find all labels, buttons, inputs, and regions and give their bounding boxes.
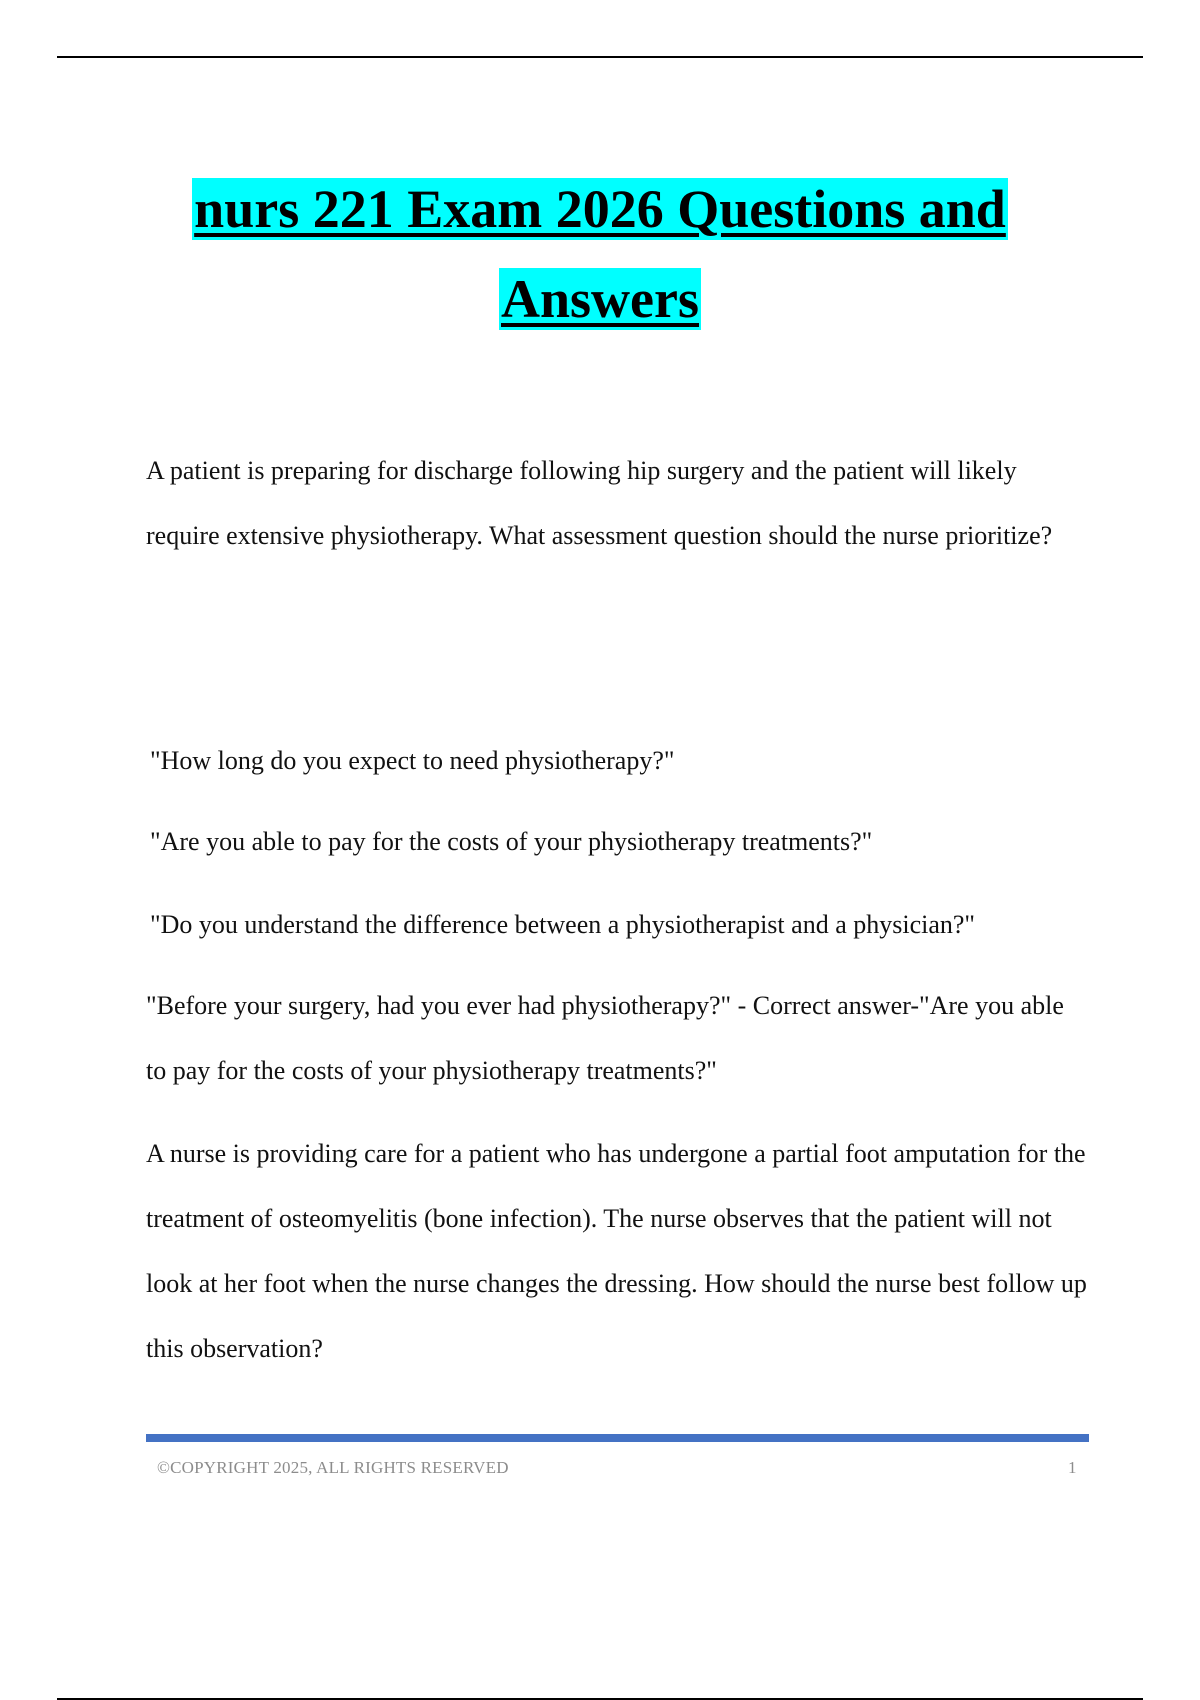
footer-bar — [146, 1434, 1089, 1442]
copyright-notice: ©COPYRIGHT 2025, ALL RIGHTS RESERVED — [157, 1458, 509, 1477]
answer-option-2: "Are you able to pay for the costs of your physiotherapy treatments?" — [150, 827, 873, 856]
question-2: A nurse is providing care for a patient who has undergone a partial foot amputation for the treatment of osteomyelitis (bone infection). The nurse observes that the patient will not look at her foot when the nurse changes the dressing. How should the nurse best follow up this observation? — [146, 1139, 1087, 1363]
answer-option-1: "How long do you expect to need physiotherapy?" — [150, 746, 675, 775]
title-line-2: Answers — [501, 269, 699, 329]
title-line-1: nurs 221 Exam 2026 Questions and — [194, 179, 1006, 239]
question-1: A patient is preparing for discharge following hip surgery and the patient will likely require extensive physiotherapy. What assessment question should the nurse prioritize? — [146, 456, 1053, 550]
page-number: 1 — [1068, 1458, 1077, 1477]
top-rule — [57, 56, 1143, 58]
page-title — [0, 178, 1200, 330]
answer-option-4-with-correct-answer: "Before your surgery, had you ever had physiotherapy?" - Correct answer-"Are you able to pay for the costs of your physiotherapy treatments?" — [146, 991, 1064, 1085]
answer-option-3: "Do you understand the difference between a physiotherapist and a physician?" — [150, 910, 976, 939]
